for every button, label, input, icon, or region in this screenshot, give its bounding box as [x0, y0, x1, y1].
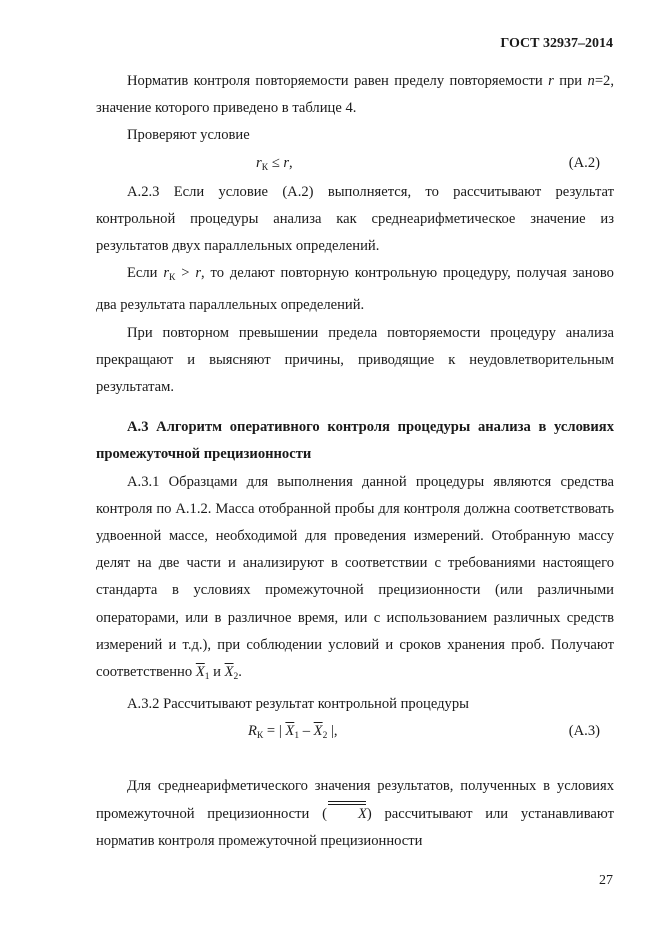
equation-number-a2: (A.2): [568, 154, 600, 171]
section-heading-a3: А.3 Алгоритм оперативного контроля процедуры анализа в условиях промежуточной прецизионности: [96, 419, 614, 463]
page-number: 27: [599, 873, 613, 888]
paragraph-exceeded-limit: Если $r_К > r$, то делают повторную контрольную процедуру, получая заново два результата параллельных определений.: [96, 265, 614, 314]
formula-a2: $r_К \le r$, (A.2): [96, 150, 614, 179]
paragraph-a32: A.3.2 Рассчитывают результат контрольной процедуры: [127, 696, 469, 713]
paragraph-intermediate-precision: Для среднеарифметического значения результатов, полученных в условиях промежуточной прецизионности ( X) рассчитывают или устанавливают норматив контроля промежуточной прецизионности: [96, 778, 615, 849]
paragraph-repeatability-norm: Норматив контроля повторяемости равен пределу повторяемости r при n=2, значение которого приведено в таблице 4.: [96, 73, 614, 117]
body-text: [96, 68, 614, 855]
paragraph-check-condition: Проверяют условие: [127, 127, 250, 144]
paragraph-repeated-exceed: При повторном превышении предела повторяемости процедуру анализа прекращают и выясняют причины, приводящие к неудовлетворительным результатам.: [96, 324, 614, 396]
double-overline-x: X: [327, 801, 367, 828]
formula-a3: $R_К$ = | $\overline{X}_1 - \overline{X}_2$ |, (A.3): [96, 718, 614, 747]
document-code-header: ГОСТ 32937–2014: [500, 36, 613, 51]
equation-number-a3: (A.3): [568, 723, 600, 740]
paragraph-a23: A.2.3 Если условие (A.2) выполняется, то рассчитывают результат контрольной процедуры анализа как среднеарифметическое значение из результатов двух параллельных определений.: [96, 183, 614, 255]
paragraph-a31: A.3.1 Образцами для выполнения данной процедуры являются средства контроля по А.1.2. Масса отобранной пробы для контроля должна соответствовать удвоенной массе, необходимой для проведения измерений. Отобранную массу делят на две части и анализируют в соответствии с требованиями настоящего стандарта в условиях промежуточной прецизионности (или различными операторами, или в различное время, или с использованием различных средств измерений и т.д.), при соблюдении условий и сроков хранения проб. Получают соответственно $\overline{X}_1$ и $\overline{X}_2$.: [96, 473, 614, 683]
